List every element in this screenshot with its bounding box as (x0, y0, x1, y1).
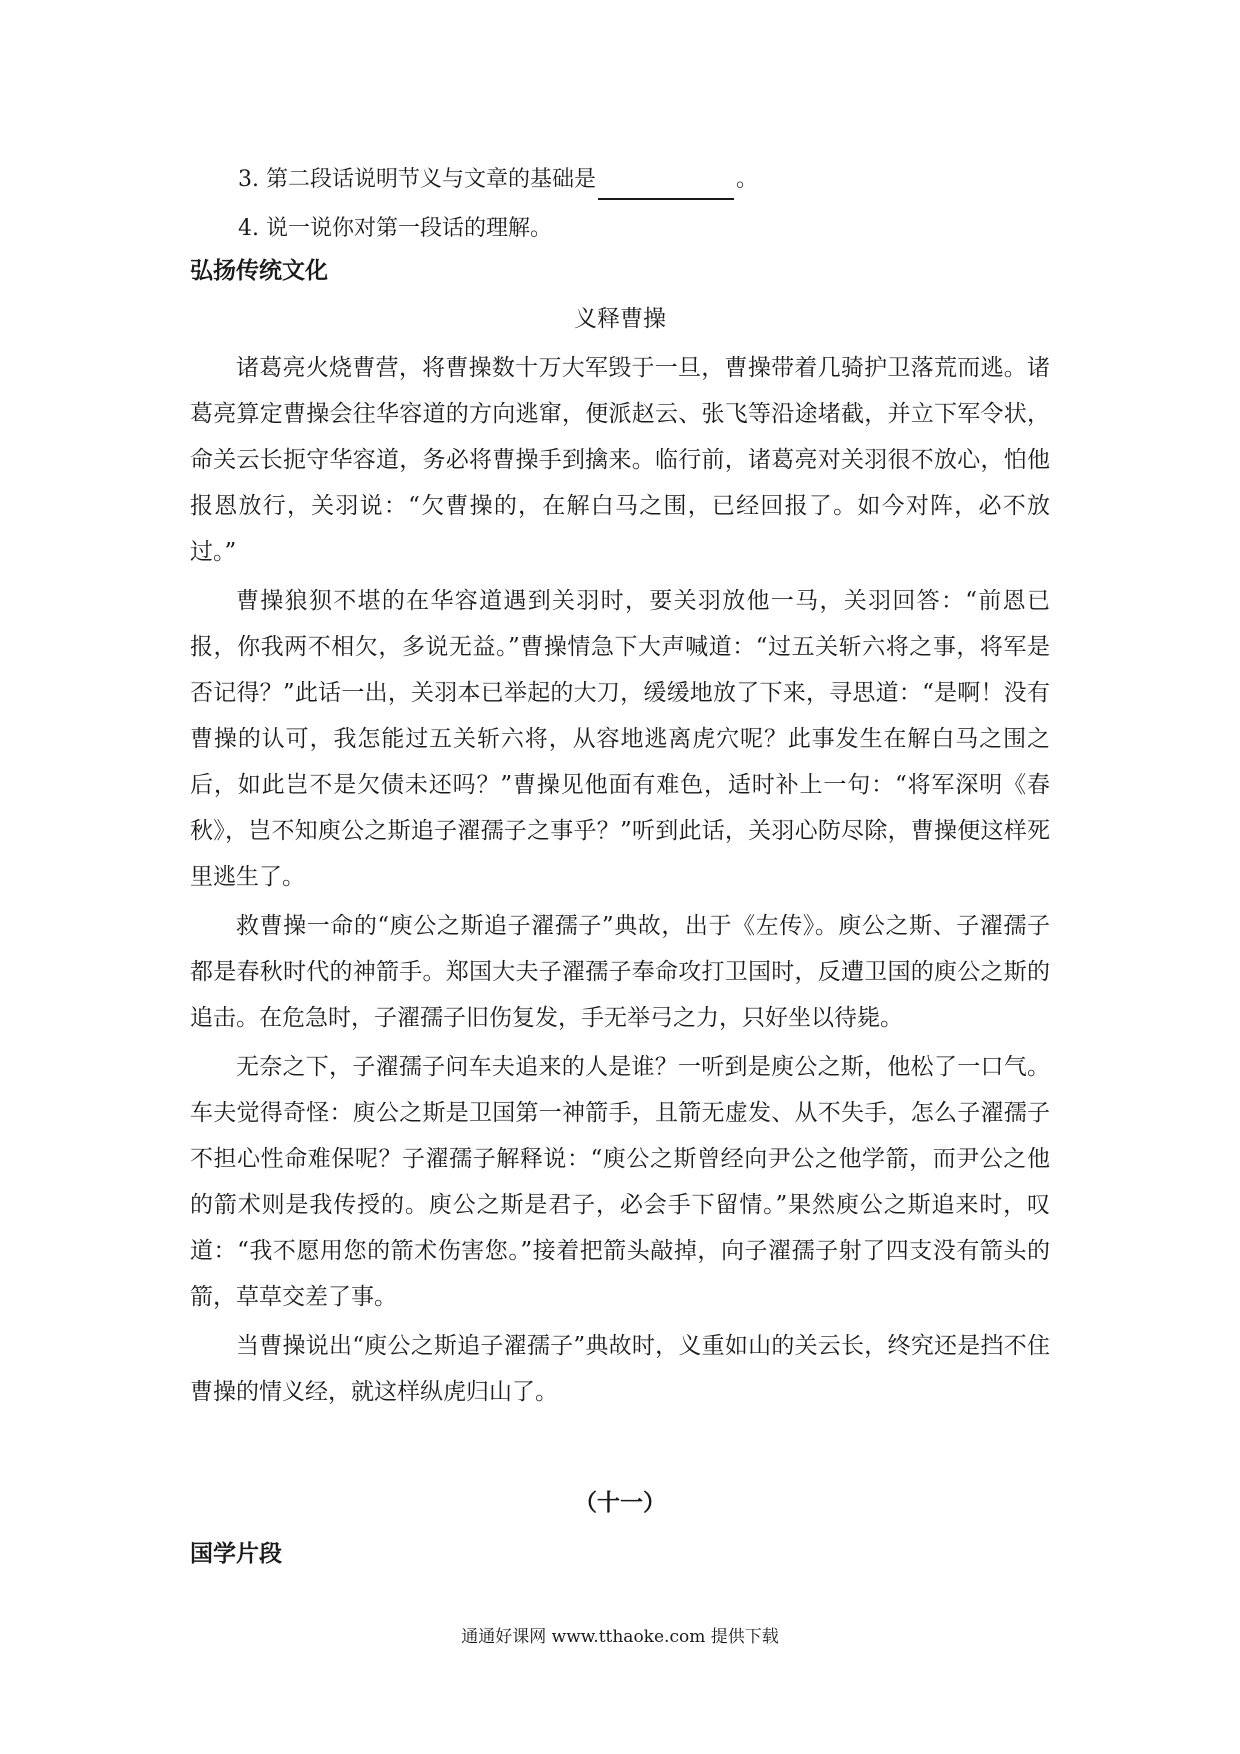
question-3 (238, 160, 758, 200)
article-paragraph: 诸葛亮火烧曹营，将曹操数十万大军毁于一旦，曹操带着几骑护卫落荒而逃。诸葛亮算定曹操会往华容道的方向逃窜，便派赵云、张飞等沿途堵截，并立下军令状，命关云长扼守华容道，务必将曹操手到擒来。临行前，诸葛亮对关羽很不放心，怕他报恩放行，关羽说：“欠曹操的，在解白马之围，已经回报了。如今对阵，必不放过。” (190, 355, 1050, 565)
footer-text: 通通好课网 www.tthaoke.com 提供下载 (461, 1627, 779, 1647)
article-paragraph: 当曹操说出“庾公之斯追子濯孺子”典故时，义重如山的关云长，终究还是挡不住曹操的情义经，就这样纵虎归山了。 (190, 1333, 1050, 1405)
chapter-number: （十一） (574, 1490, 666, 1516)
article-title: 义释曹操 (574, 306, 666, 332)
article-paragraph: 曹操狼狈不堪的在华容道遇到关羽时，要关羽放他一马，关羽回答：“前恩已报，你我两不相欠，多说无益。”曹操情急下大声喊道：“过五关斩六将之事，将军是否记得？”此话一出，关羽本已举起的大刀，缓缓地放了下来，寻思道：“是啊！没有曹操的认可，我怎能过五关斩六将，从容地逃离虎穴呢？此事发生在解白马之围之后，如此岂不是欠债未还吗？”曹操见他面有难色，适时补上一句：“将军深明《春秋》，岂不知庾公之斯追子濯孺子之事乎？”听到此话，关羽心防尽除，曹操便这样死里逃生了。 (190, 588, 1050, 890)
article-paragraph: 无奈之下，子濯孺子问车夫追来的人是谁？一听到是庾公之斯，他松了一口气。车夫觉得奇怪：庾公之斯是卫国第一神箭手，且箭无虚发、从不失手，怎么子濯孺子不担心性命难保呢？子濯孺子解释说：“庾公之斯曾经向尹公之他学箭，而尹公之他的箭术则是我传授的。庾公之斯是君子，必会手下留情。”果然庾公之斯追来时，叹道：“我不愿用您的箭术伤害您。”接着把箭头敲掉，向子濯孺子射了四支没有箭头的箭，草草交差了事。 (190, 1054, 1050, 1310)
question-3-text: 3. 第二段话说明节义与文章的基础是 (238, 167, 596, 192)
section-heading-guoxue: 国学片段 (190, 1541, 282, 1567)
answer-blank[interactable] (598, 172, 734, 200)
question-3-end: 。 (736, 167, 759, 192)
article-paragraph: 救曹操一命的“庾公之斯追子濯孺子”典故，出于《左传》。庾公之斯、子濯孺子都是春秋时代的神箭手。郑国大夫子濯孺子奉命攻打卫国时，反遭卫国的庾公之斯的追击。在危急时，子濯孺子旧伤复发，手无举弓之力，只好坐以待毙。 (190, 913, 1050, 1031)
article-body (190, 345, 1050, 1418)
question-4: 4. 说一说你对第一段话的理解。 (238, 216, 552, 241)
section-heading-culture: 弘扬传统文化 (190, 258, 328, 284)
